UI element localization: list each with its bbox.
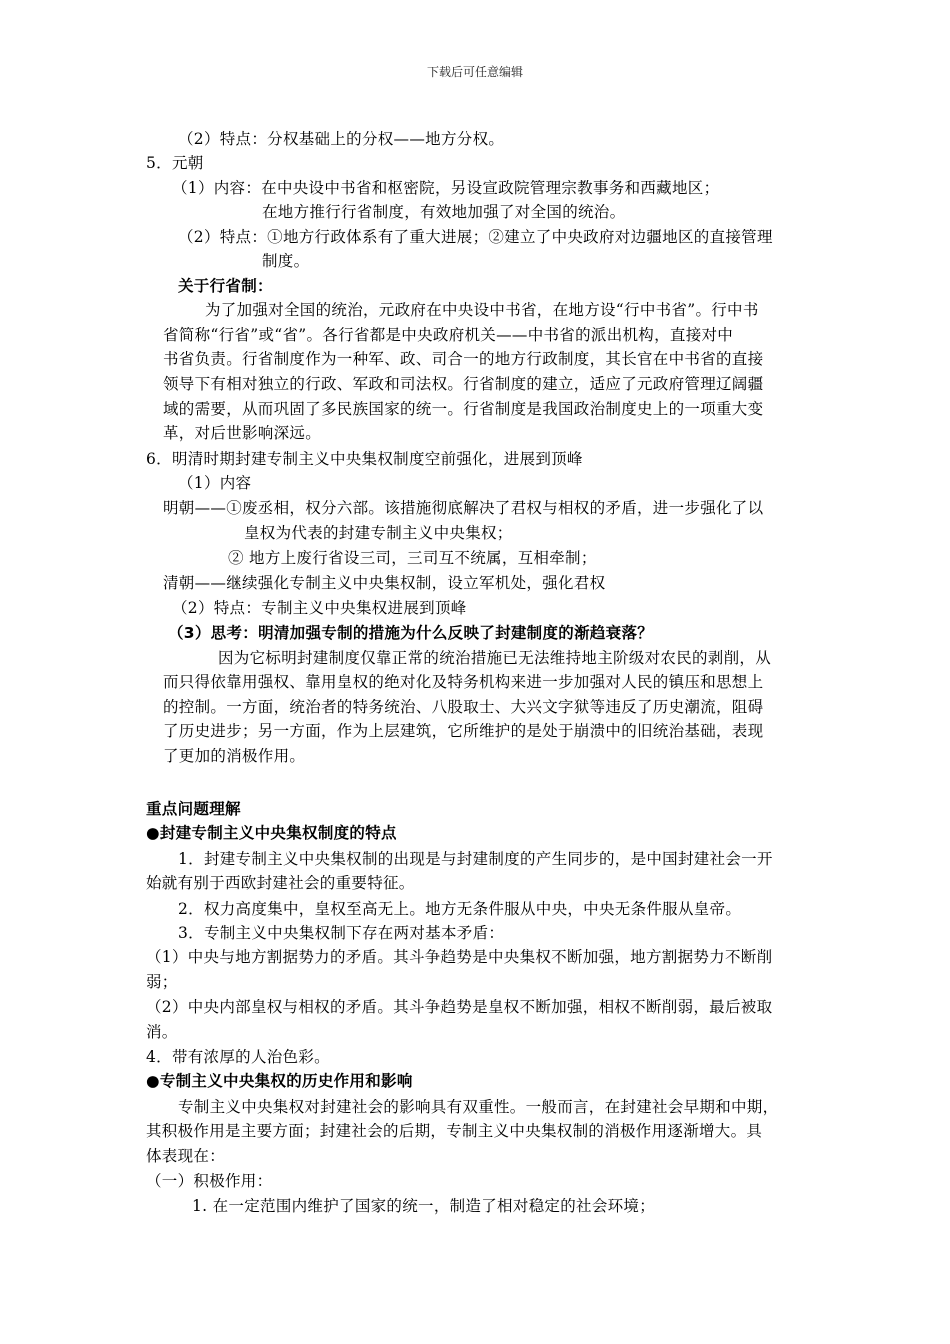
text-line: 5．元朝 (146, 154, 204, 172)
text-line: 领导下有相对独立的行政、军政和司法权。行省制度的建立，适应了元政府管理辽阔疆 (163, 375, 764, 393)
text-line: 为了加强对全国的统治，元政府在中央设中书省，在地方设“行中书省”。行中书 (205, 301, 759, 319)
text-line: 书省负责。行省制度作为一种军、政、司合一的地方行政制度，其长官在中书省的直接 (163, 350, 764, 368)
text-line: （一）积极作用： (146, 1172, 273, 1190)
text-line: 制度。 (262, 252, 310, 270)
section-heading: 关于行省制： (178, 277, 273, 295)
text-line: 6．明清时期封建专制主义中央集权制度空前强化，进展到顶峰 (146, 450, 583, 468)
section-heading: 重点问题理解 (146, 800, 241, 818)
text-line: 1. 在一定范围内维护了国家的统一，制造了相对稳定的社会环境； (192, 1197, 656, 1215)
text-line: 而只得依靠用强权、靠用皇权的绝对化及特务机构来进一步加强对人民的镇压和思想上 (163, 673, 764, 691)
text-line: 体表现在： (146, 1147, 226, 1165)
text-line: （2）特点：①地方行政体系有了重大进展；②建立了中央政府对边疆地区的直接管理 (178, 228, 773, 246)
text-line: 皇权为代表的封建专制主义中央集权； (244, 524, 513, 542)
text-line: 革，对后世影响深远。 (163, 424, 322, 442)
text-line: 清朝——继续强化专制主义中央集权制，设立军机处，强化君权 (163, 574, 606, 592)
text-line: （2）特点：分权基础上的分权——地方分权。 (178, 130, 505, 148)
text-line: 消。 (146, 1023, 178, 1041)
text-line: 的控制。一方面，统治者的特务统治、八股取士、大兴文字狱等违反了历史潮流，阻碍 (163, 698, 764, 716)
text-line: （1）内容：在中央设中书省和枢密院，另设宣政院管理宗教事务和西藏地区； (172, 179, 720, 197)
text-line: 了更加的消极作用。 (163, 747, 306, 765)
text-line: 域的需要，从而巩固了多民族国家的统一。行省制度是我国政治制度史上的一项重大变 (163, 400, 764, 418)
text-line: 在地方推行行省制度，有效地加强了对全国的统治。 (262, 203, 626, 221)
text-line: 其积极作用是主要方面；封建社会的后期，专制主义中央集权制的消极作用逐渐增大。具 (146, 1122, 763, 1140)
text-line: 弱； (146, 973, 178, 991)
text-line: （2）中央内部皇权与相权的矛盾。其斗争趋势是皇权不断加强，相权不断削弱，最后被取 (146, 998, 773, 1016)
text-line: 明朝——①废丞相，权分六部。该措施彻底解决了君权与相权的矛盾，进一步强化了以 (163, 499, 764, 517)
section-heading: ●专制主义中央集权的历史作用和影响 (146, 1072, 413, 1090)
text-line: 1．封建专制主义中央集权制的出现是与封建制度的产生同步的，是中国封建社会一开 (178, 850, 773, 868)
page-header: 下载后可任意编辑 (426, 65, 523, 79)
text-line: 了历史进步；另一方面，作为上层建筑，它所维护的是处于崩溃中的旧统治基础，表现 (163, 722, 764, 740)
text-line: （2）特点：专制主义中央集权进展到顶峰 (172, 599, 467, 617)
text-line: 3．专制主义中央集权制下存在两对基本矛盾： (178, 924, 505, 942)
text-line: （1）内容 (178, 474, 252, 492)
text-line: 省简称“行省”或“省”。各行省都是中央政府机关——中书省的派出机构，直接对中 (163, 326, 734, 344)
text-line: （1）中央与地方割据势力的矛盾。其斗争趋势是中央集权不断加强，地方割据势力不断削 (146, 948, 773, 966)
section-heading: ●封建专制主义中央集权制度的特点 (146, 824, 397, 842)
text-line: 始就有别于西欧封建社会的重要特征。 (146, 874, 415, 892)
text-line: ② 地方上废行省设三司，三司互不统属，互相牵制； (228, 549, 597, 567)
section-heading: （3）思考：明清加强专制的措施为什么反映了封建制度的渐趋衰落？ (168, 624, 654, 642)
text-line: 2．权力高度集中，皇权至高无上。地方无条件服从中央，中央无条件服从皇帝。 (178, 900, 742, 918)
text-line: 因为它标明封建制度仅靠正常的统治措施已无法维持地主阶级对农民的剥削，从 (218, 649, 772, 667)
text-line: 4．带有浓厚的人治色彩。 (146, 1048, 330, 1066)
text-line: 专制主义中央集权对封建社会的影响具有双重性。一般而言，在封建社会早期和中期， (178, 1098, 779, 1116)
